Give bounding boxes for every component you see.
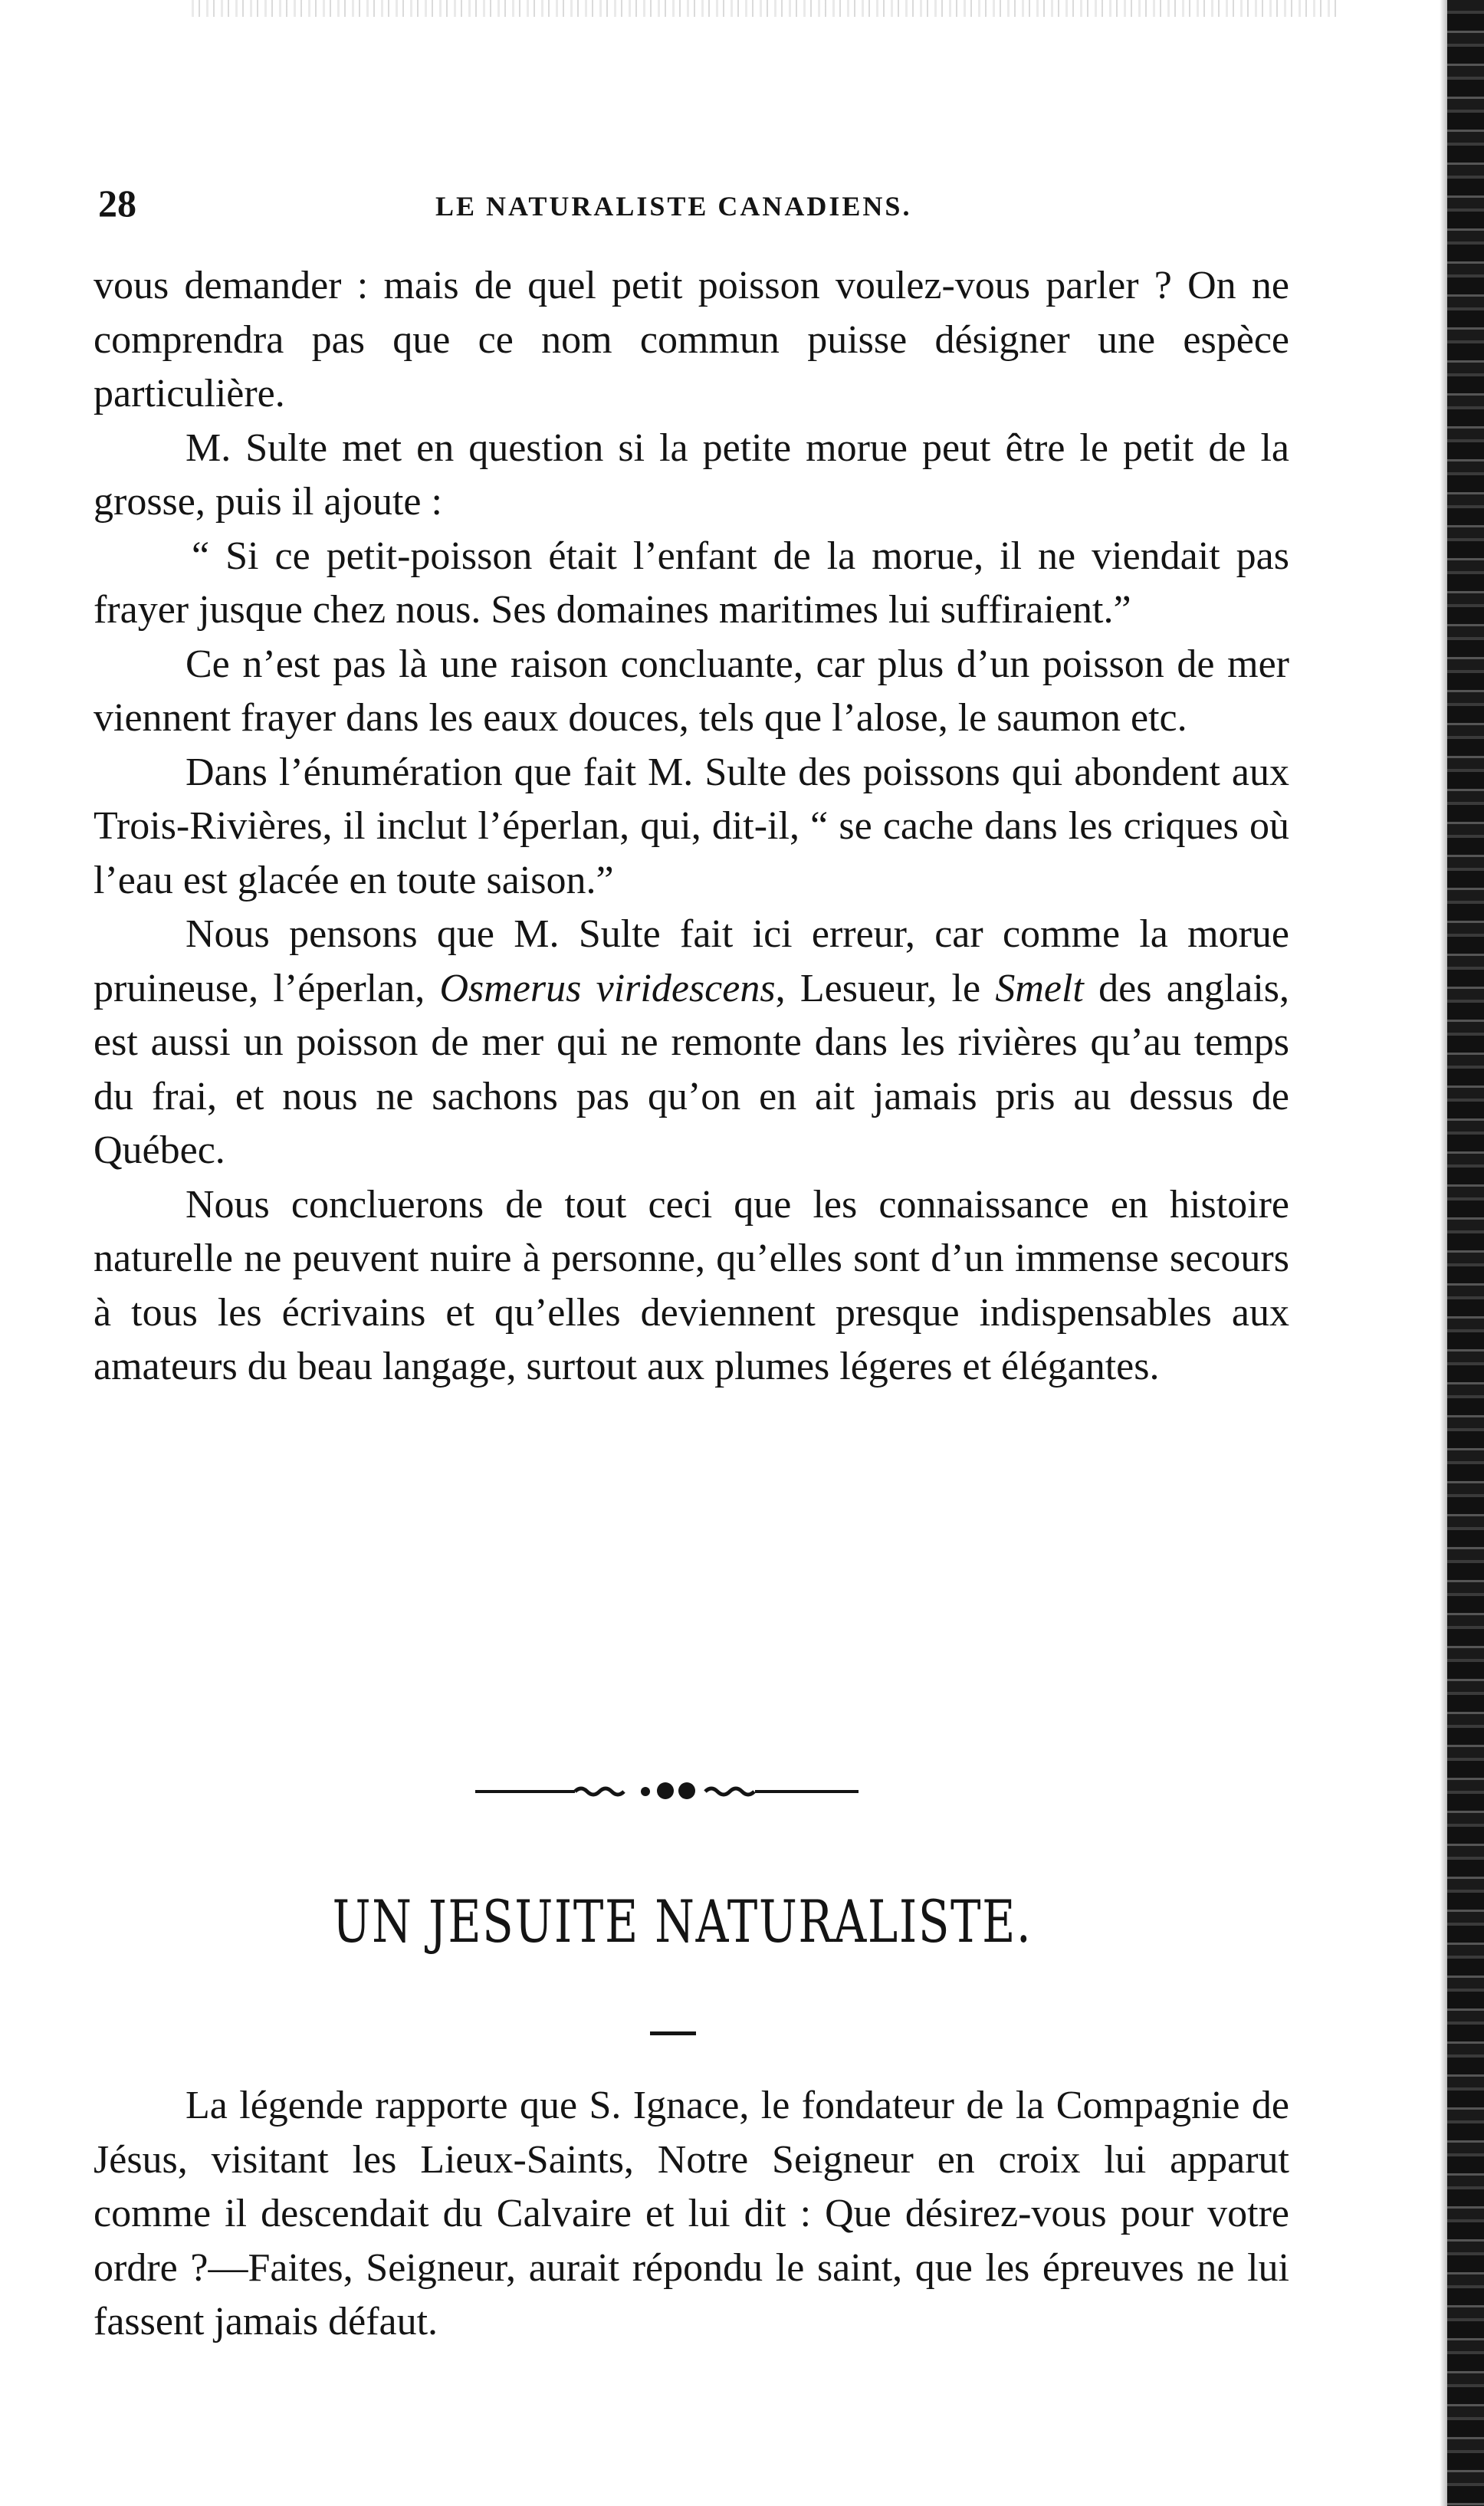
page-header: [98, 181, 1279, 227]
title-rule: [650, 2031, 696, 2035]
paragraph-2: M. Sulte met en question si la petite morue peut être le petit de la grosse, puis il ajoute :: [94, 425, 1289, 524]
running-head: LE NATURALISTE CANADIENS.: [435, 191, 912, 222]
section-paragraph: La légende rapporte que S. Ignace, le fondateur de la Compagnie de Jésus, visitant les Lieux-Saints, Notre Seigneur en croix lui apparut comme il descendait du Calvaire et lui dit : Que désirez-vous pour votre ordre ?—Faites, Seigneur, aurait répondu le saint, que les épreuves ne lui fassent jamais défaut.: [94, 2084, 1289, 2343]
paragraph-3: Ce n’est pas là une raison concluante, car plus d’un poisson de mer viennent frayer dans les eaux douces, tels que l’alose, le saumon etc.: [94, 642, 1289, 740]
scan-noise: [192, 0, 1341, 17]
paragraph-4: Dans l’énumération que fait M. Sulte des poissons qui abondent aux Trois-Rivières, il inclut l’éperlan, qui, dit-il, “ se cache dans les criques où l’eau est glacée en toute saison.”: [94, 750, 1289, 902]
body-text: [94, 259, 1289, 1394]
quotation: “ Si ce petit-poisson était l’enfant de la morue, il ne viendait pas frayer jusque chez nous. Ses domaines maritimes lui suffiraient.”: [94, 534, 1289, 632]
smelt-term: Smelt: [995, 966, 1084, 1010]
spine-shadow: [1440, 0, 1447, 2506]
book-spine: [1447, 0, 1484, 2506]
section-ornament: [475, 1780, 859, 1803]
paragraph-5-part-1: Nous pensons que M. Sulte fait ici erreur, car comme la morue pruineuse, l’éperlan,: [94, 912, 1289, 1010]
paragraph-5-part-2: , Lesueur, le: [775, 966, 996, 1010]
species-name: Osmerus viridescens: [439, 966, 776, 1010]
paragraph-6: Nous concluerons de tout ceci que les connaissance en histoire naturelle ne peuvent nuire à personne, qu’elles sont d’un immense secours à tous les écrivains et qu’elles deviennent presque indispensables aux amateurs du beau langage, surtout aux plumes légeres et élégantes.: [94, 1182, 1289, 1388]
page-number: 28: [98, 182, 136, 225]
section-title: UN JESUITE NATURALISTE.: [332, 1887, 1033, 1956]
paragraph-5-part-3: des anglais, est aussi un poisson de mer qui ne remonte dans les rivières qu’au temps du frai, et nous ne sachons pas qu’on en ait jamais pris au dessus de Québec.: [94, 966, 1290, 1172]
section-body: [94, 2079, 1289, 2350]
paragraph-1: vous demander : mais de quel petit poisson voulez-vous parler ? On ne comprendra pas que ce nom commun puisse désigner une espèce particulière.: [94, 264, 1289, 415]
paragraph-5: [94, 908, 1289, 1178]
